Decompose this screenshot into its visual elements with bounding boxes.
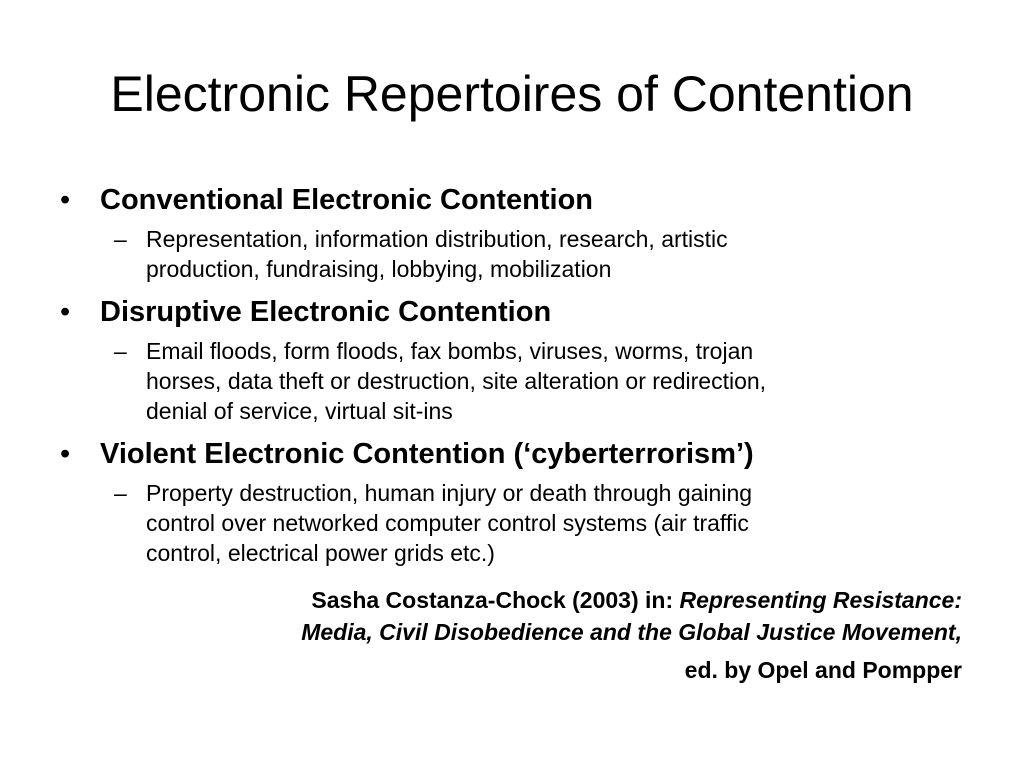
sub-line: Email floods, form floods, fax bombs, viruses, worms, trojan (146, 338, 754, 364)
bullet-marker: • (60, 184, 71, 216)
slide-title: Electronic Repertoires of Contention (110, 66, 914, 122)
sub-item (58, 336, 978, 426)
citation-book-title: Representing Resistance: (679, 587, 962, 613)
bullet-marker: • (60, 296, 71, 328)
bullet-heading: Violent Electronic Contention (‘cyberterrorism’) (100, 438, 754, 470)
citation-author: Sasha Costanza-Chock (2003) in: (311, 587, 680, 613)
citation-editors: ed. by Opel and Pompper (684, 657, 962, 683)
bullet-heading: Conventional Electronic Contention (100, 184, 594, 216)
bullet-item (58, 292, 978, 332)
sub-line: control over networked computer control systems (air traffic (146, 510, 749, 536)
citation-line (301, 584, 962, 616)
sub-line: control, electrical power grids etc.) (146, 540, 495, 566)
sub-marker: – (114, 226, 127, 252)
bullet-heading: Disruptive Electronic Contention (100, 296, 552, 328)
sub-line: production, fundraising, lobbying, mobilization (146, 256, 612, 282)
bullet-list (58, 180, 978, 576)
sub-line: Representation, information distribution, research, artistic (146, 226, 728, 252)
sub-line: horses, data theft or destruction, site alteration or redirection, (146, 368, 767, 394)
sub-item (58, 224, 978, 284)
sub-marker: – (114, 480, 127, 506)
sub-line: Property destruction, human injury or death through gaining (146, 480, 753, 506)
citation-book-subtitle: Media, Civil Disobedience and the Global Justice Movement, (301, 619, 962, 645)
bullet-item (58, 180, 978, 220)
bullet-marker: • (60, 438, 71, 470)
sub-item (58, 478, 978, 568)
bullet-item (58, 434, 978, 474)
sub-line: denial of service, virtual sit-ins (146, 398, 453, 424)
citation (301, 584, 962, 686)
sub-marker: – (114, 338, 127, 364)
